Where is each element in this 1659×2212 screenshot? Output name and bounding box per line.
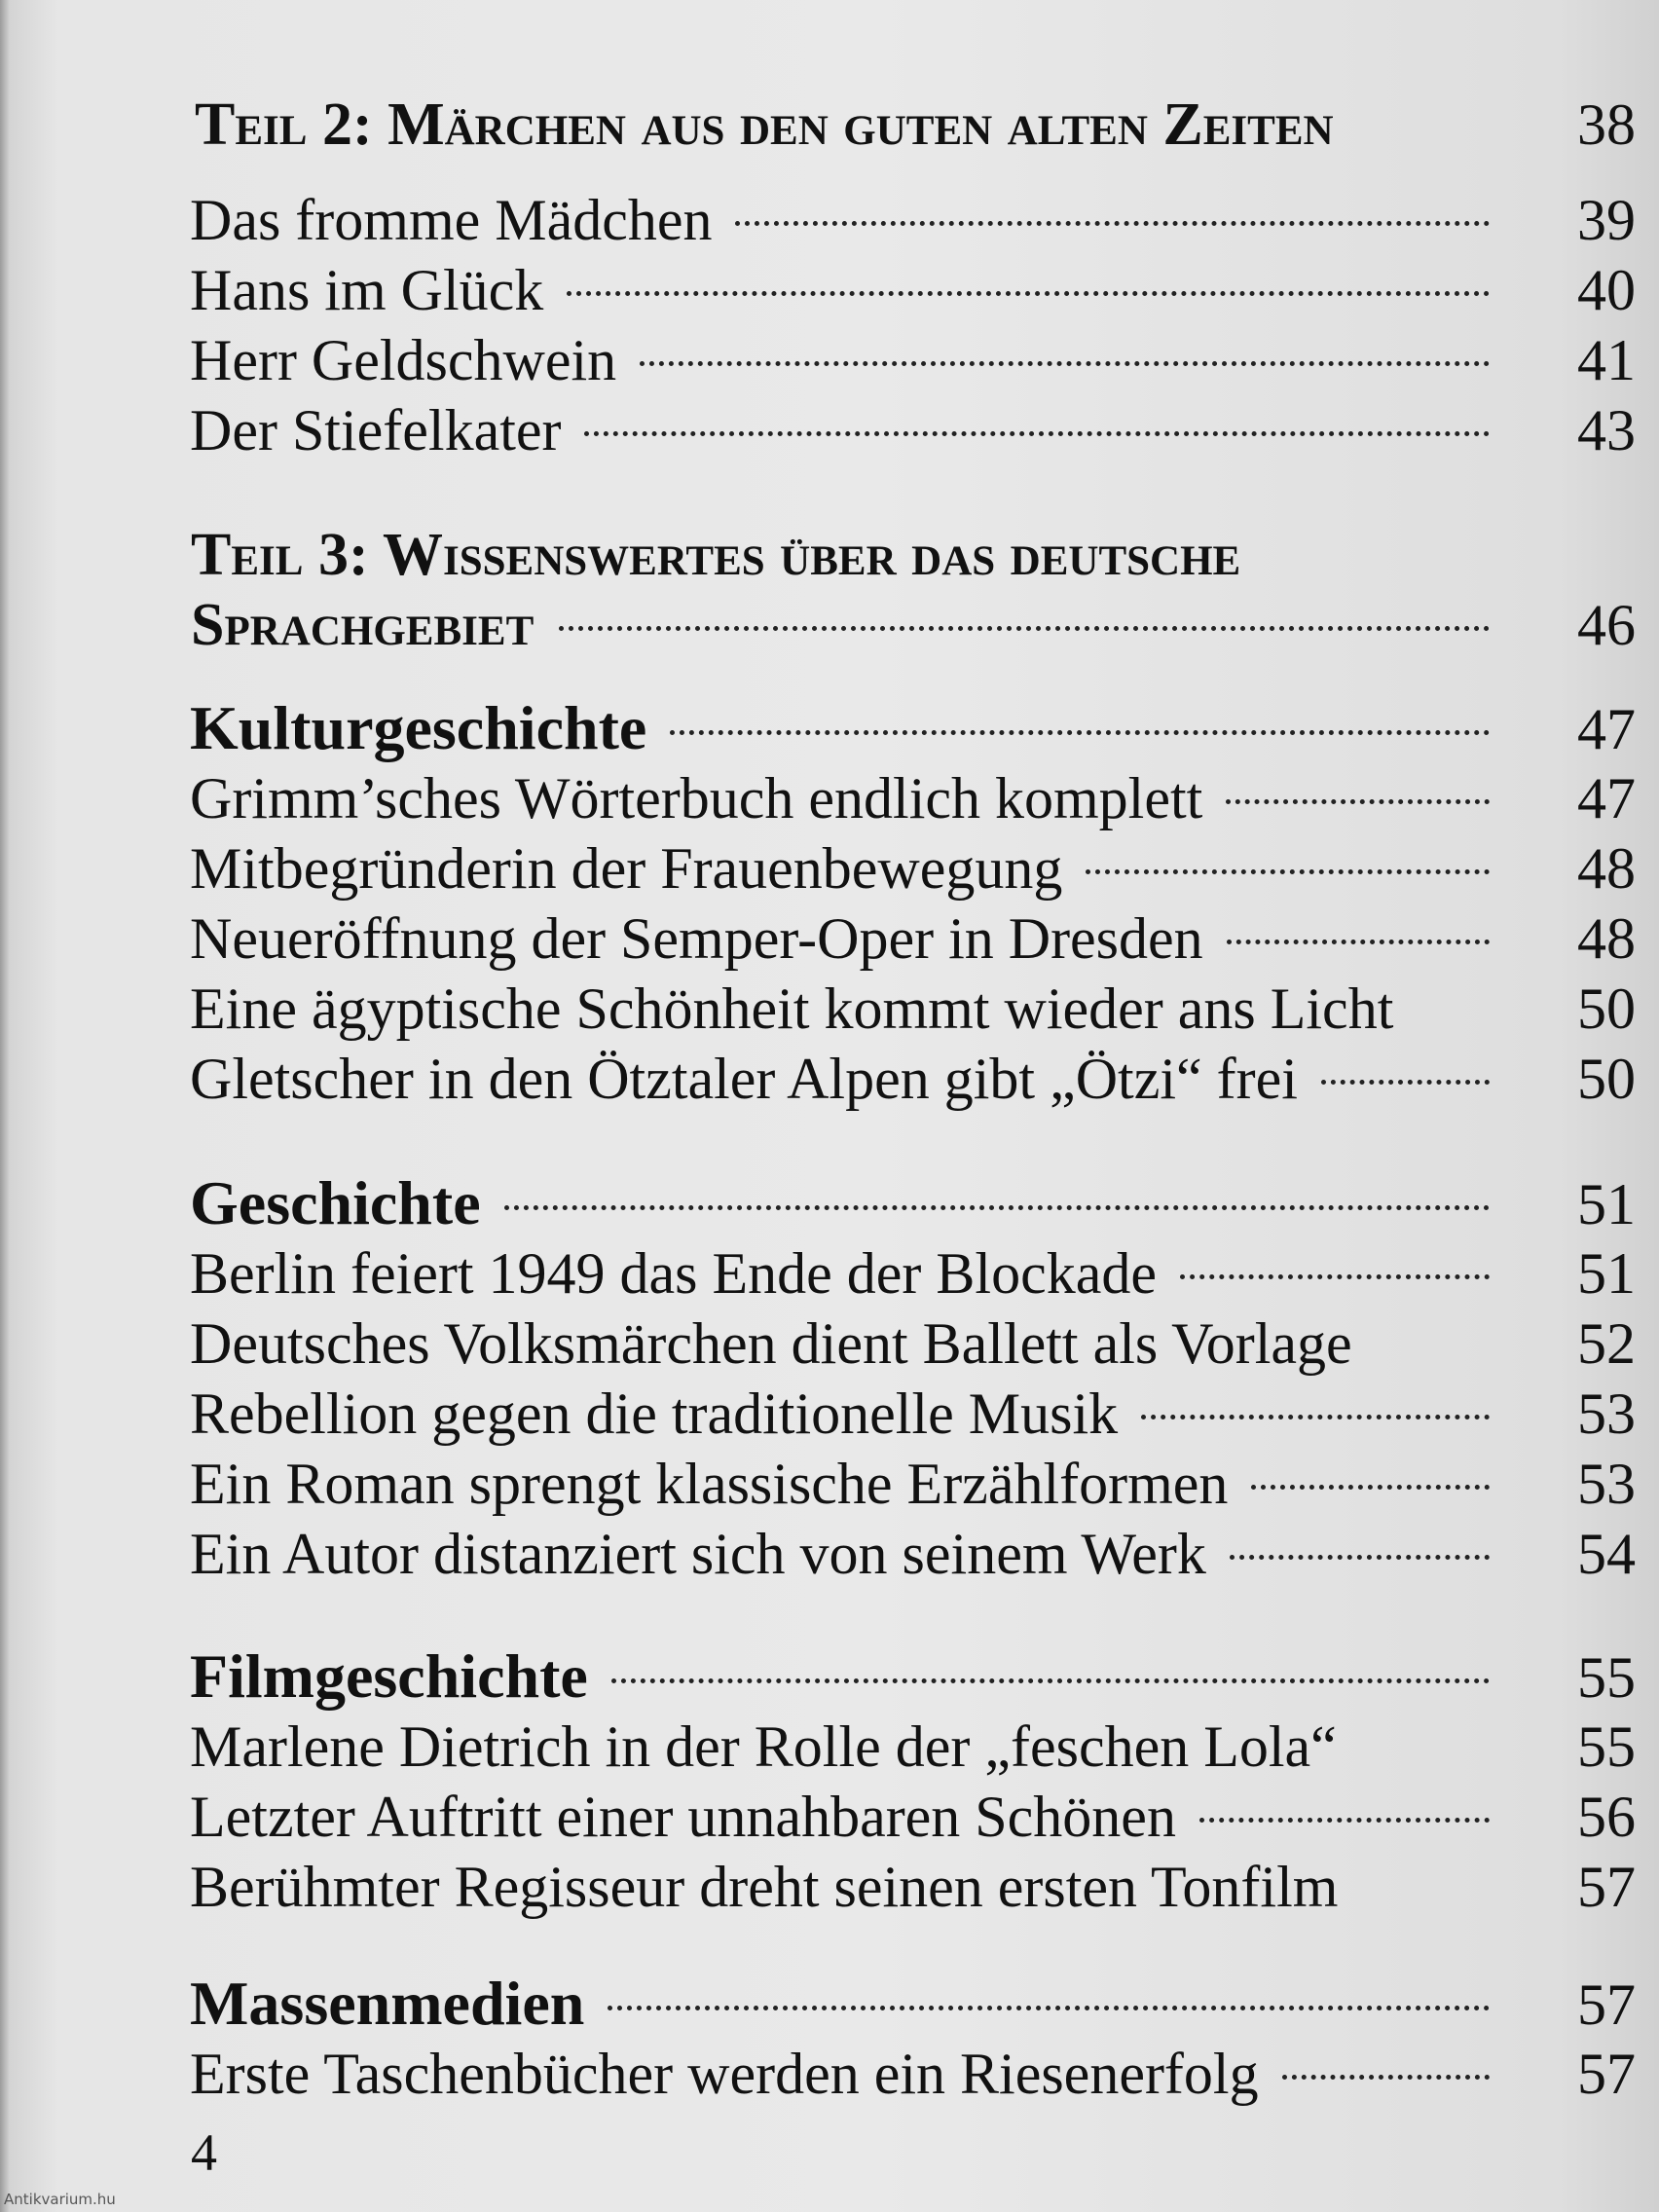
page-number: 52 <box>1577 1311 1636 1376</box>
part-2-entries <box>190 185 1636 465</box>
entry-title: Hans im Glück <box>190 258 544 322</box>
section-heading <box>190 693 1636 763</box>
section-filmgeschichte <box>190 1641 1636 1922</box>
entry-title: Herr Geldschwein <box>190 328 617 392</box>
section-title: Massenmedien <box>190 1969 585 2038</box>
section-kulturgeschichte <box>190 693 1636 1114</box>
page-number: 47 <box>1577 697 1636 761</box>
page-number: 57 <box>1577 1972 1636 2037</box>
section-title: Kulturgeschichte <box>190 693 647 762</box>
section-heading <box>190 1969 1636 2039</box>
page-number: 40 <box>1577 258 1636 322</box>
entry-title: Das fromme Mädchen <box>190 188 713 252</box>
page-number: 57 <box>1577 2042 1636 2106</box>
dot-leader <box>584 431 1490 436</box>
toc-entry <box>190 2039 1636 2109</box>
dot-leader <box>1199 1818 1490 1823</box>
page-number: 46 <box>1577 593 1636 657</box>
part-title-line-1: Teil 3: Wissenswertes über das deutsche <box>191 522 1241 588</box>
section-massenmedien <box>190 1969 1636 2109</box>
dot-leader <box>567 291 1490 296</box>
entry-title: Eine ägyptische Schönheit kommt wieder ans Licht <box>190 977 1394 1041</box>
page-number: 48 <box>1577 906 1636 971</box>
part-title: Teil 2: Märchen aus den guten alten Zeiten <box>195 92 1334 158</box>
entry-title: Mitbegründerin der Frauenbewegung <box>190 836 1063 901</box>
section-title: Geschichte <box>190 1168 481 1237</box>
page-number: 51 <box>1577 1172 1636 1236</box>
section-heading <box>190 1641 1636 1712</box>
dot-leader <box>670 730 1490 735</box>
toc-entry <box>190 325 1636 395</box>
toc-entry <box>190 1309 1636 1379</box>
dot-leader <box>559 626 1490 631</box>
entry-title: Ein Roman sprengt klassische Erzählformen <box>190 1452 1229 1516</box>
toc-entry <box>190 1519 1636 1589</box>
dot-leader <box>611 1678 1490 1683</box>
page-number: 55 <box>1577 1645 1636 1710</box>
toc-entry <box>190 1449 1636 1519</box>
entry-title: Ein Autor distanziert sich von seinem Werk <box>190 1522 1206 1586</box>
toc-entry <box>190 833 1636 903</box>
entry-title: Neueröffnung der Semper-Oper in Dresden <box>190 906 1203 971</box>
page-number: 50 <box>1577 977 1636 1041</box>
entry-title: Marlene Dietrich in der Rolle der „feschen Lola“ <box>190 1714 1337 1779</box>
dot-leader <box>608 2006 1490 2010</box>
page-number: 39 <box>1577 188 1636 252</box>
entry-title: Berlin feiert 1949 das Ende der Blockade <box>190 1241 1157 1306</box>
dot-leader <box>1321 1080 1490 1085</box>
dot-leader <box>1226 799 1490 804</box>
part-title-line-2: Sprachgebiet <box>191 592 535 658</box>
dot-leader <box>1227 940 1490 944</box>
toc-entry <box>190 1044 1636 1114</box>
dot-leader <box>1230 1555 1490 1560</box>
dot-leader <box>1141 1415 1490 1419</box>
toc-entry <box>190 1782 1636 1852</box>
entry-title: Grimm’sches Wörterbuch endlich komplett <box>190 766 1203 830</box>
page-number: 57 <box>1577 1855 1636 1919</box>
dot-leader <box>1251 1485 1490 1490</box>
page-number: 51 <box>1577 1241 1636 1306</box>
page-number: 53 <box>1577 1382 1636 1446</box>
page-number: 50 <box>1577 1047 1636 1111</box>
toc-entry <box>190 763 1636 833</box>
entry-title: Gletscher in den Ötztaler Alpen gibt „Ötzi“ frei <box>190 1047 1298 1111</box>
section-title: Filmgeschichte <box>190 1641 588 1711</box>
page-number: 47 <box>1577 766 1636 830</box>
part-2-heading <box>195 90 1636 160</box>
entry-title: Letzter Auftritt einer unnahbaren Schönen <box>190 1785 1176 1849</box>
toc-entry <box>190 1712 1636 1782</box>
page-number: 56 <box>1577 1785 1636 1849</box>
page-folio: 4 <box>191 2123 217 2182</box>
page-number: 55 <box>1577 1714 1636 1779</box>
toc-entry <box>190 255 1636 325</box>
toc-entry <box>190 974 1636 1044</box>
page-number: 48 <box>1577 836 1636 901</box>
entry-title: Deutsches Volksmärchen dient Ballett als Vorlage <box>190 1311 1352 1376</box>
dot-leader <box>504 1205 1490 1210</box>
entry-title: Rebellion gegen die traditionelle Musik <box>190 1382 1119 1446</box>
dot-leader <box>1086 869 1490 874</box>
watermark-text: Antikvarium.hu <box>4 2191 116 2208</box>
toc-entry <box>190 1238 1636 1309</box>
dot-leader <box>640 361 1490 366</box>
section-heading <box>190 1168 1636 1238</box>
page-number: 38 <box>1577 92 1636 157</box>
toc-entry <box>190 903 1636 974</box>
dot-leader <box>1180 1274 1490 1279</box>
toc-entry <box>190 185 1636 255</box>
page-number: 43 <box>1577 398 1636 462</box>
entry-title: Erste Taschenbücher werden ein Riesenerfolg <box>190 2042 1259 2106</box>
toc-entry <box>190 395 1636 465</box>
dot-leader <box>735 221 1490 226</box>
toc-entry <box>190 1379 1636 1449</box>
section-geschichte <box>190 1168 1636 1589</box>
page-number: 53 <box>1577 1452 1636 1516</box>
page-number: 54 <box>1577 1522 1636 1586</box>
part-3-heading <box>191 520 1636 660</box>
entry-title: Berühmter Regisseur dreht seinen ersten Tonfilm <box>190 1855 1339 1919</box>
toc-entry <box>190 1852 1636 1922</box>
entry-title: Der Stiefelkater <box>190 398 562 462</box>
page-number: 41 <box>1577 328 1636 392</box>
dot-leader <box>1282 2075 1490 2080</box>
